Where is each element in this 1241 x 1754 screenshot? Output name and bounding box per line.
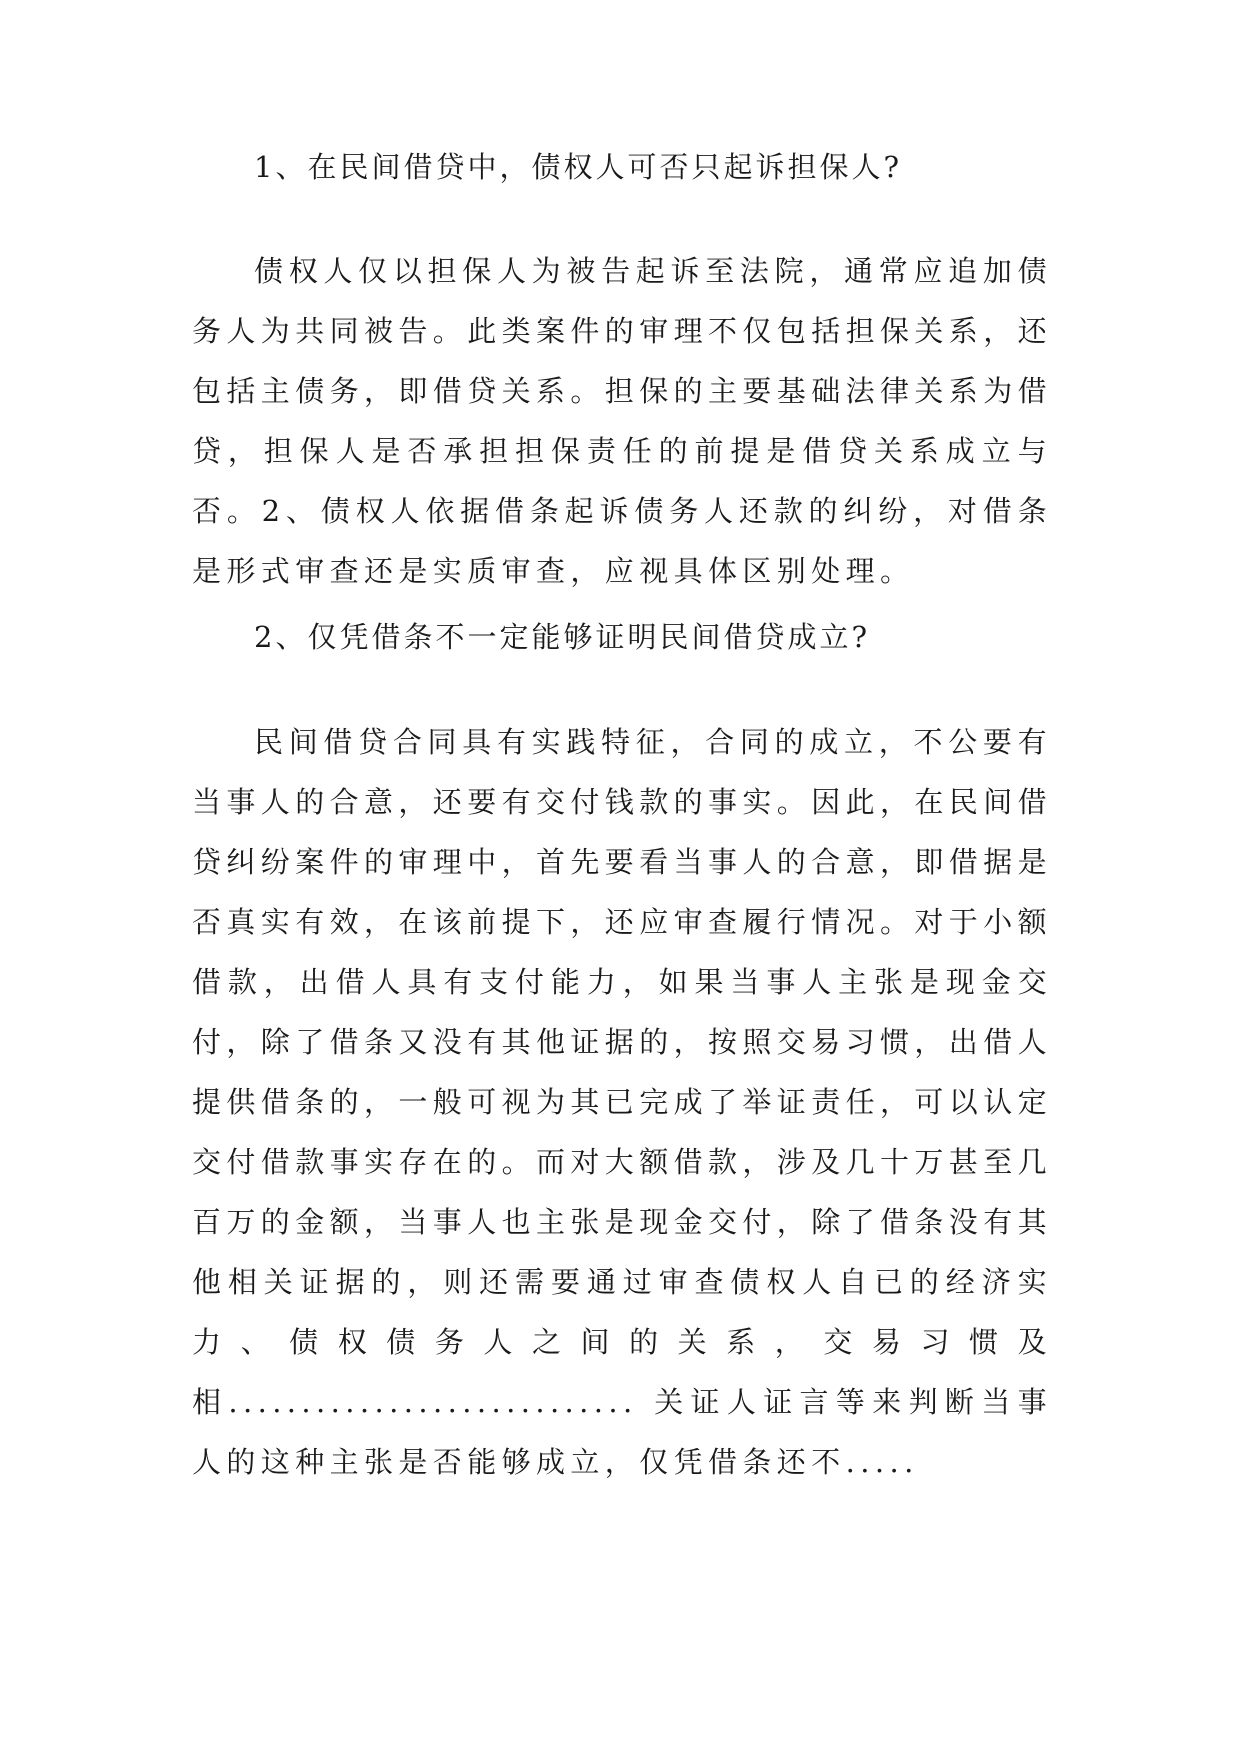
answer-paragraph-1: 债权人仅以担保人为被告起诉至法院，通常应追加债务人为共同被告。此类案件的审理不仅包括担保关系，还包括主债务，即借贷关系。担保的主要基础法律关系为借贷，担保人是否承担担保责任的前提是借贷关系成立与否。2、债权人依据借条起诉债务人还款的纠纷，对借条是形式审查还是实质审查，应视具体区别处理。 [192, 254, 1053, 588]
question-heading-2: 2、仅凭借条不一定能够证明民间借贷成立? [254, 620, 870, 654]
answer-paragraph-2: 民间借贷合同具有实践特征，合同的成立，不公要有当事人的合意，还要有交付钱款的事实。因此，在民间借贷纠纷案件的审理中，首先要看当事人的合意，即借据是否真实有效，在该前提下，还应审查履行情况。对于小额借款，出借人具有支付能力，如果当事人主张是现金交付，除了借条又没有其他证据的，按照交易习惯，出借人提供借条的，一般可视为其已完成了举证责任，可以认定交付借款事实存在的。而对大额借款，涉及几十万甚至几百万的金额，当事人也主张是现金交付，除了借条没有其他相关证据的，则还需要通过审查债权人自已的经济实力、债权债务人之间的关系，交易习惯及相............................ 关证人证言等来判断当事人的这种主张是否能够成立，仅凭借条还不..... [192, 725, 1053, 1479]
question-heading-1: 1、在民间借贷中，债权人可否只起诉担保人? [254, 150, 902, 184]
